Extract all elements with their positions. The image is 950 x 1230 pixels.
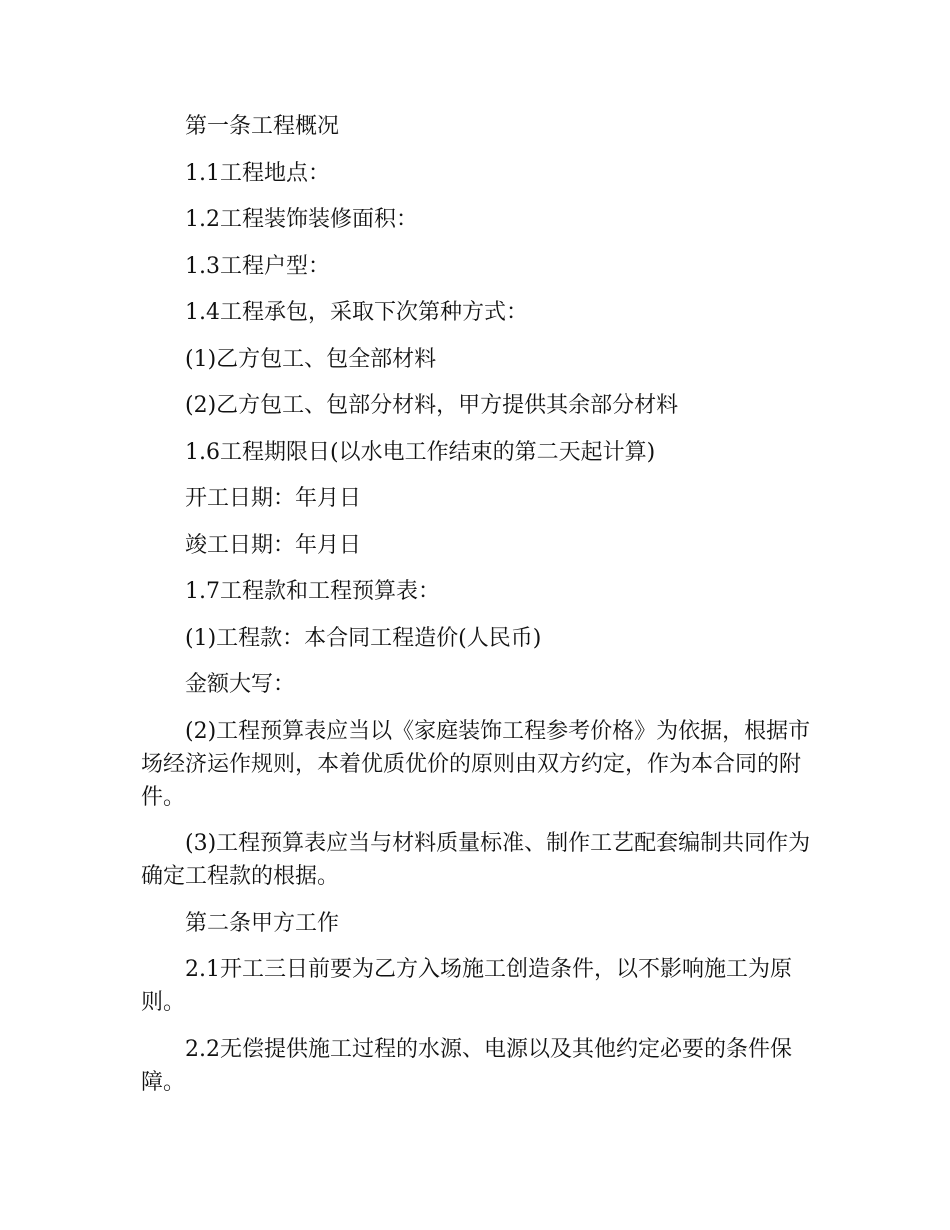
- payment-amount-line: (1)工程款：本合同工程造价(人民币): [185, 625, 542, 651]
- option-2-partial-materials: (2)乙方包工、包部分材料，甲方提供其余部分材料: [185, 393, 679, 418]
- clause-1-2-area: 1.2工程装饰装修面积：: [185, 207, 418, 232]
- amount-in-words-line: 金额大写：: [185, 672, 296, 697]
- clause-2-1-preparation: 2.1开工三日前要为乙方入场施工创造条件，以不影响施工为原则。: [141, 957, 792, 1015]
- section-heading-1: 第一条工程概况: [185, 114, 340, 139]
- start-date-line: 开工日期：年月日: [185, 486, 362, 511]
- clause-1-3-layout: 1.3工程户型：: [185, 253, 330, 279]
- option-1-full-materials: (1)乙方包工、包全部材料: [185, 346, 437, 372]
- clause-1-7-payment-budget: 1.7工程款和工程预算表：: [185, 579, 440, 604]
- clause-2-2-utilities: 2.2无偿提供施工过程的水源、电源以及其他约定必要的条件保障。: [141, 1036, 792, 1095]
- section-heading-2: 第二条甲方工作: [185, 910, 340, 936]
- clause-1-1-location: 1.1工程地点：: [185, 160, 330, 186]
- completion-date-line: 竣工日期：年月日: [185, 532, 362, 558]
- clause-1-4-contracting: 1.4工程承包，采取下次第种方式：: [185, 300, 528, 325]
- clause-1-6-period: 1.6工程期限日(以水电工作结束的第二天起计算): [185, 439, 656, 465]
- budget-basis-paragraph: (2)工程预算表应当以《家庭装饰工程参考价格》为依据，根据市场经济运作规则，本着优质优价的原则由双方约定，作为本合同的附件。: [141, 718, 811, 810]
- document-body: [141, 110, 813, 1112]
- budget-standards-paragraph: (3)工程预算表应当与材料质量标准、制作工艺配套编制共同作为确定工程款的根据。: [141, 831, 811, 889]
